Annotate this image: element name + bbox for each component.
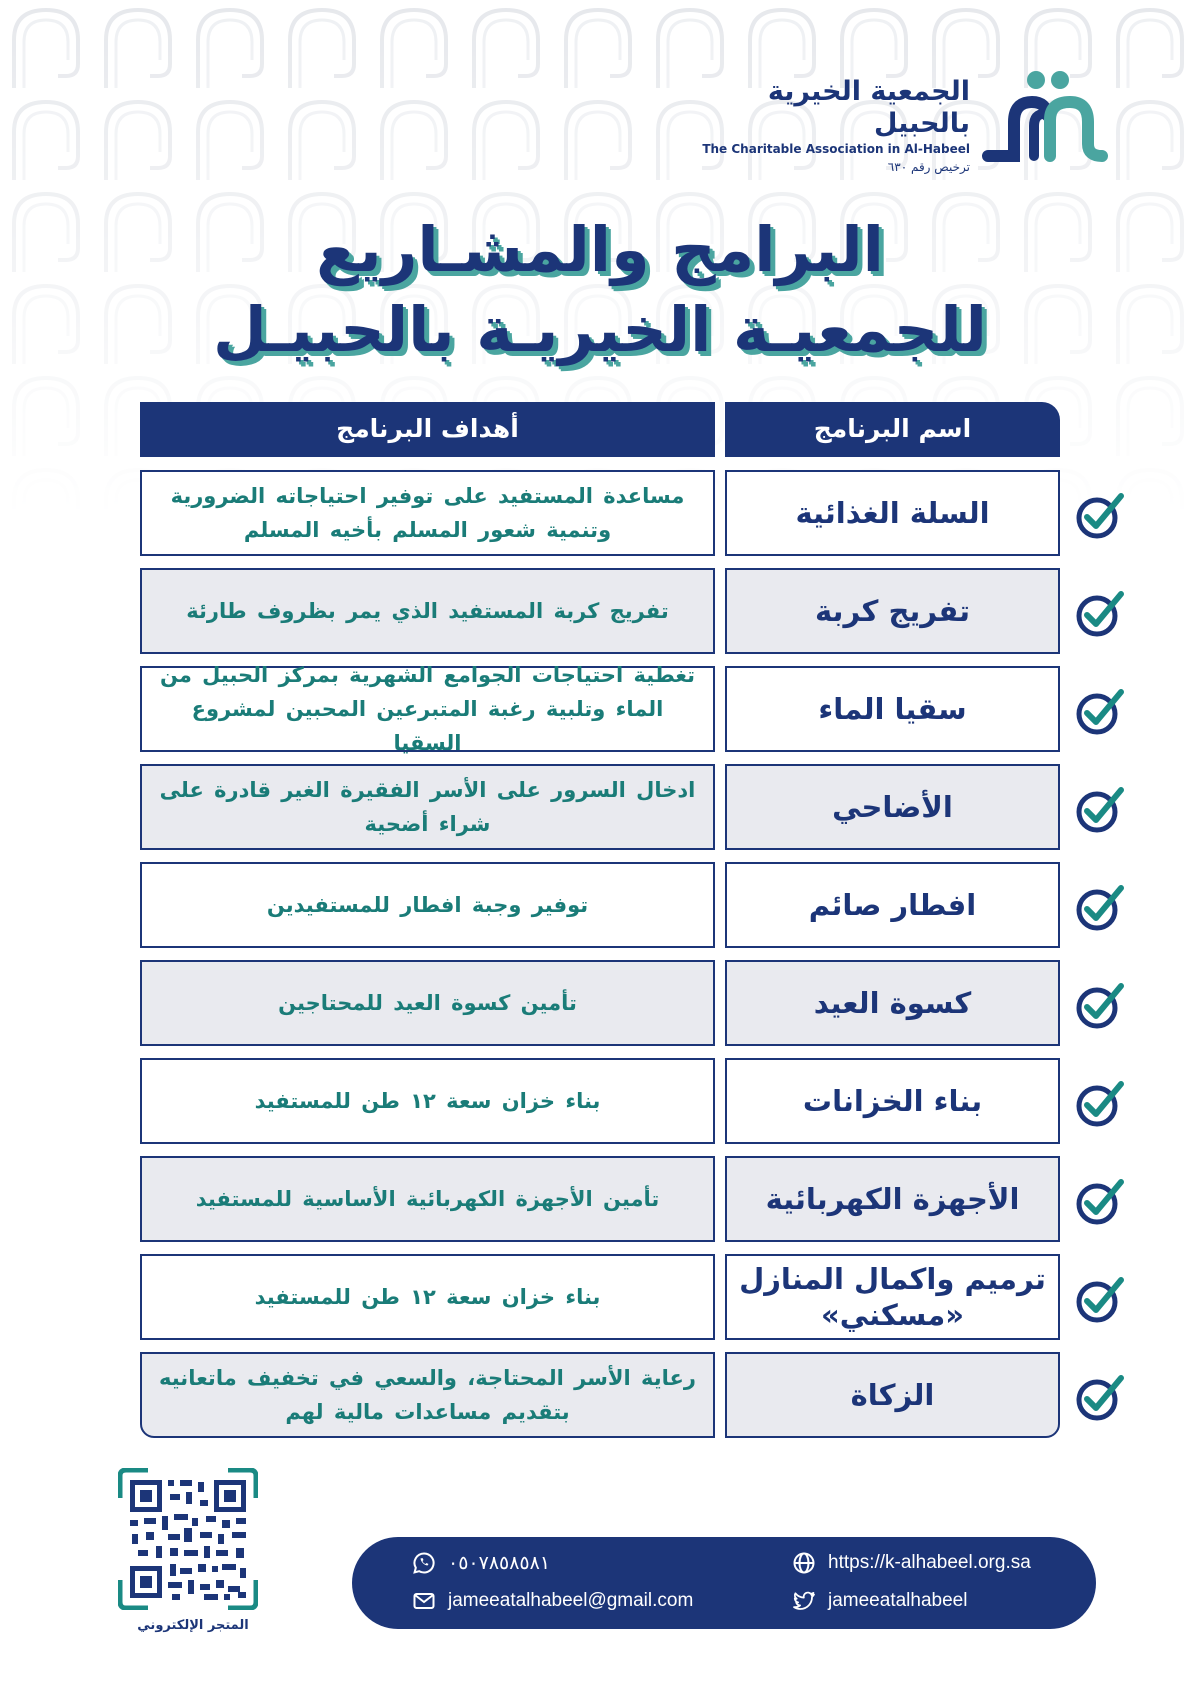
program-goal: بناء خزان سعة ١٢ طن للمستفيد xyxy=(140,1254,715,1340)
table-row xyxy=(140,1058,1130,1144)
program-name: الزكاة xyxy=(725,1352,1060,1438)
program-name: الأجهزة الكهربائية xyxy=(725,1156,1060,1242)
program-goal: توفير وجبة افطار للمستفيدين xyxy=(140,862,715,948)
brand-text xyxy=(690,76,970,174)
twitter-handle: jameeatalhabeel xyxy=(828,1590,968,1611)
check-icon xyxy=(1075,490,1131,540)
brand-name-ar: الجمعية الخيرية بالحبيل xyxy=(767,76,970,139)
contact-phone[interactable] xyxy=(412,1551,550,1575)
email-address: jameeatalhabeel@gmail.com xyxy=(448,1590,694,1611)
program-goal: تغطية احتياجات الجوامع الشهرية بمركز الحبيل من الماء وتلبية رغبة المتبرعين المحبين لمشروع السقيا xyxy=(140,666,715,752)
contact-email[interactable] xyxy=(412,1589,693,1613)
title-line-2: للجمعيـة الخيريـة بالحبيـل xyxy=(213,293,987,366)
program-name: ترميم واكمال المنازل «مسكني» xyxy=(725,1254,1060,1340)
program-name: كسوة العيد xyxy=(725,960,1060,1046)
program-goal: ادخال السرور على الأسر الفقيرة الغير قادرة على شراء أضحية xyxy=(140,764,715,850)
program-name: بناء الخزانات xyxy=(725,1058,1060,1144)
whatsapp-icon xyxy=(412,1551,436,1575)
program-name: السلة الغذائية xyxy=(725,470,1060,556)
table-row xyxy=(140,1352,1130,1438)
email-icon xyxy=(412,1589,436,1613)
check-icon xyxy=(1075,1078,1131,1128)
globe-icon xyxy=(792,1551,816,1575)
license-number: ترخيص رقم ٦٣٠ xyxy=(887,160,970,174)
contact-website[interactable] xyxy=(792,1551,1031,1575)
brand-name-en: The Charitable Association in Al-Habeel xyxy=(702,142,970,156)
table-row xyxy=(140,862,1130,948)
association-logo xyxy=(980,70,1110,170)
check-icon xyxy=(1075,588,1131,638)
check-icon xyxy=(1075,1176,1131,1226)
contact-twitter[interactable] xyxy=(792,1589,967,1613)
qr-code-block xyxy=(118,1468,268,1658)
program-name: الأضاحي xyxy=(725,764,1060,850)
header-program-name: اسم البرنامج xyxy=(725,402,1060,457)
table-row xyxy=(140,470,1130,556)
phone-number: ٠٥٠٧٨٥٨٥٨١ xyxy=(448,1552,551,1574)
program-goal: بناء خزان سعة ١٢ طن للمستفيد xyxy=(140,1058,715,1144)
qr-caption: المتجر الإلكتروني xyxy=(137,1618,249,1633)
check-icon xyxy=(1075,882,1131,932)
title-line-1: البرامج والمشـاريع xyxy=(316,213,884,286)
check-icon xyxy=(1075,1274,1131,1324)
table-row xyxy=(140,663,1130,755)
header xyxy=(690,70,1110,174)
program-goal: رعاية الأسر المحتاجة، والسعي في تخفيف ماتعانيه بتقديم مساعدات مالية لهم xyxy=(140,1352,715,1438)
program-name: سقيا الماء xyxy=(725,666,1060,752)
check-icon xyxy=(1075,980,1131,1030)
check-icon xyxy=(1075,1372,1131,1422)
table-row xyxy=(140,568,1130,654)
table-row xyxy=(140,764,1130,850)
check-icon xyxy=(1075,686,1131,736)
program-goal: تأمين الأجهزة الكهربائية الأساسية للمستفيد xyxy=(140,1156,715,1242)
program-goal: تأمين كسوة العيد للمحتاجين xyxy=(140,960,715,1046)
table-row xyxy=(140,1254,1130,1340)
qr-code[interactable] xyxy=(118,1468,258,1610)
table-row xyxy=(140,960,1130,1046)
program-name: تفريج كربة xyxy=(725,568,1060,654)
program-name: افطار صائم xyxy=(725,862,1060,948)
page-title xyxy=(0,210,1200,370)
header-program-goals: أهداف البرنامج xyxy=(140,402,715,457)
website-url: https://k-alhabeel.org.sa xyxy=(828,1552,1031,1573)
twitter-icon xyxy=(792,1589,816,1613)
program-goal: تفريج كربة المستفيد الذي يمر بظروف طارئة xyxy=(140,568,715,654)
check-icon xyxy=(1075,784,1131,834)
program-goal: مساعدة المستفيد على توفير احتياجاته الضرورية وتنمية شعور المسلم بأخيه المسلم xyxy=(140,470,715,556)
contact-bar xyxy=(352,1537,1096,1629)
table-row xyxy=(140,1156,1130,1242)
